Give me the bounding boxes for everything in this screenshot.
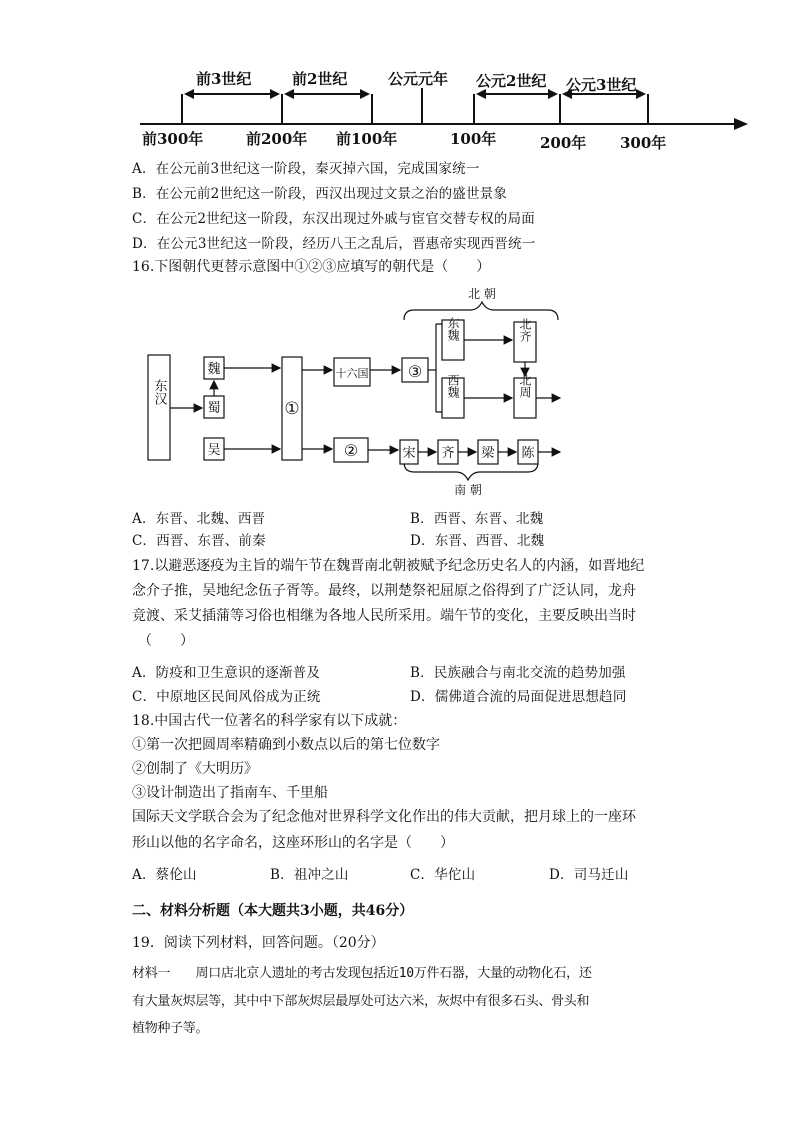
tick-label: 100年: [450, 130, 497, 148]
q15-option-b: B．在公元前2世纪这一阶段，西汉出现过文景之治的盛世景象: [132, 186, 508, 202]
arrowhead: [476, 89, 486, 99]
section-title: 二、材料分析题（本大题共3小题，共46分）: [132, 903, 414, 919]
label-song: 宋: [402, 446, 416, 461]
label-xiwei: 西魏: [446, 374, 460, 398]
north-split-bracket: [436, 324, 442, 412]
q18-option-a: A．蔡伦山: [132, 867, 197, 883]
label-mark3: ③: [407, 362, 423, 381]
q17-option-a: A．防疫和卫生意识的逐渐普及: [132, 665, 321, 681]
q18-stem: 18.中国古代一位著名的科学家有以下成就：: [132, 713, 407, 729]
label-shu: 蜀: [207, 401, 221, 416]
q19-material-line: 材料一 周口店北京人遗址的考古发现包括近10万件石器，大量的动物化石，还: [132, 966, 592, 981]
box-donghan: [148, 355, 170, 460]
label-shiliuguo: 十六国: [335, 367, 369, 380]
tick-label: 前200年: [246, 130, 308, 148]
q17-stem-line: 竞渡、采艾插蒲等习俗也相继为各地人民所采用。端午节的变化，主要反映出当时: [132, 608, 636, 624]
span-label: 公元3世纪: [566, 76, 637, 94]
q17-stem-line: （ ）: [138, 633, 194, 649]
label-beizhou: 北周: [518, 374, 532, 398]
label-dongwei: 东魏: [446, 317, 460, 341]
label-liang: 梁: [481, 446, 495, 461]
timeline-figure: [0, 0, 793, 160]
span-label: 公元元年: [388, 70, 449, 88]
q15-option-d: D．在公元3世纪这一阶段，经历八王之乱后，晋惠帝实现西晋统一: [132, 236, 536, 252]
timeline-arrowhead: [734, 118, 748, 130]
label-wei: 魏: [207, 362, 221, 377]
tick-label: 前300年: [142, 130, 204, 148]
arrowhead: [184, 89, 194, 99]
q16-option-c: C．西晋、东晋、前秦: [132, 533, 266, 549]
label-mark2: ②: [343, 441, 359, 460]
q17-option-c: C．中原地区民间风俗成为正统: [132, 689, 321, 705]
dynasty-diagram: [0, 280, 793, 500]
q18-option-b: B．祖冲之山: [270, 867, 349, 883]
q19-stem: 19．阅读下列材料，回答问题。（20分）: [132, 935, 385, 951]
north-dynasties-label: 北 朝: [468, 287, 496, 301]
tick-label: 300年: [620, 134, 667, 152]
q18-tail-line: 国际天文学联合会为了纪念他对世界科学文化作出的伟大贡献，把月球上的一座环: [132, 809, 636, 825]
q17-option-d: D．儒佛道合流的局面促进思想趋同: [410, 689, 627, 705]
arrowhead: [270, 89, 280, 99]
q18-item: ①第一次把圆周率精确到小数点以后的第七位数字: [132, 737, 440, 753]
tick-label: 前100年: [336, 130, 398, 148]
label-dong: 东汉: [151, 379, 167, 405]
q19-material-line: 植物种子等。: [132, 1021, 209, 1036]
q17-stem-line: 17.以避恶逐疫为主旨的端午节在魏晋南北朝被赋予纪念历史名人的内涵，如晋地纪: [132, 558, 645, 574]
q16-option-a: A．东晋、北魏、西晋: [132, 511, 266, 527]
span-label: 前2世纪: [292, 70, 348, 88]
label-wu: 吴: [207, 443, 221, 458]
q18-item: ②创制了《大明历》: [132, 761, 258, 777]
label-mark1: ①: [284, 399, 300, 419]
arrowhead: [636, 89, 646, 99]
q16-option-b: B．西晋、东晋、北魏: [410, 511, 544, 527]
label-chen: 陈: [521, 446, 535, 461]
span-label: 前3世纪: [196, 70, 252, 88]
north-brace: [404, 302, 558, 320]
tick-label: 200年: [540, 134, 587, 152]
q17-stem-line: 念介子推，吴地纪念伍子胥等。最终，以荆楚祭祀屈原之俗得到了广泛认同，龙舟: [132, 583, 636, 599]
south-dynasties-label: 南 朝: [454, 483, 482, 497]
south-brace: [404, 462, 538, 480]
q18-option-d: D．司马迁山: [549, 867, 629, 883]
q15-option-c: C．在公元2世纪这一阶段，东汉出现过外戚与宦官交替专权的局面: [132, 211, 535, 227]
q16-stem: 16.下图朝代更替示意图中①②③应填写的朝代是（ ）: [132, 259, 491, 275]
q16-option-d: D．东晋、西晋、北魏: [410, 533, 545, 549]
q15-option-a: A．在公元前3世纪这一阶段，秦灭掉六国，完成国家统一: [132, 161, 480, 177]
label-beiqi: 北齐: [518, 318, 532, 342]
q19-material-line: 有大量灰烬层等，其中中下部灰烬层最厚处可达六米，灰烬中有很多石头、骨头和: [132, 994, 590, 1009]
label-qi: 齐: [441, 446, 455, 461]
q18-tail-line: 形山以他的名字命名，这座环形山的名字是（ ）: [132, 835, 454, 851]
arrowhead: [284, 89, 294, 99]
arrowhead: [548, 89, 558, 99]
q18-option-c: C．华佗山: [410, 867, 476, 883]
q18-item: ③设计制造出了指南车、千里船: [132, 785, 328, 801]
arrowhead: [360, 89, 370, 99]
q17-option-b: B．民族融合与南北交流的趋势加强: [410, 665, 626, 681]
span-label: 公元2世纪: [476, 72, 547, 90]
